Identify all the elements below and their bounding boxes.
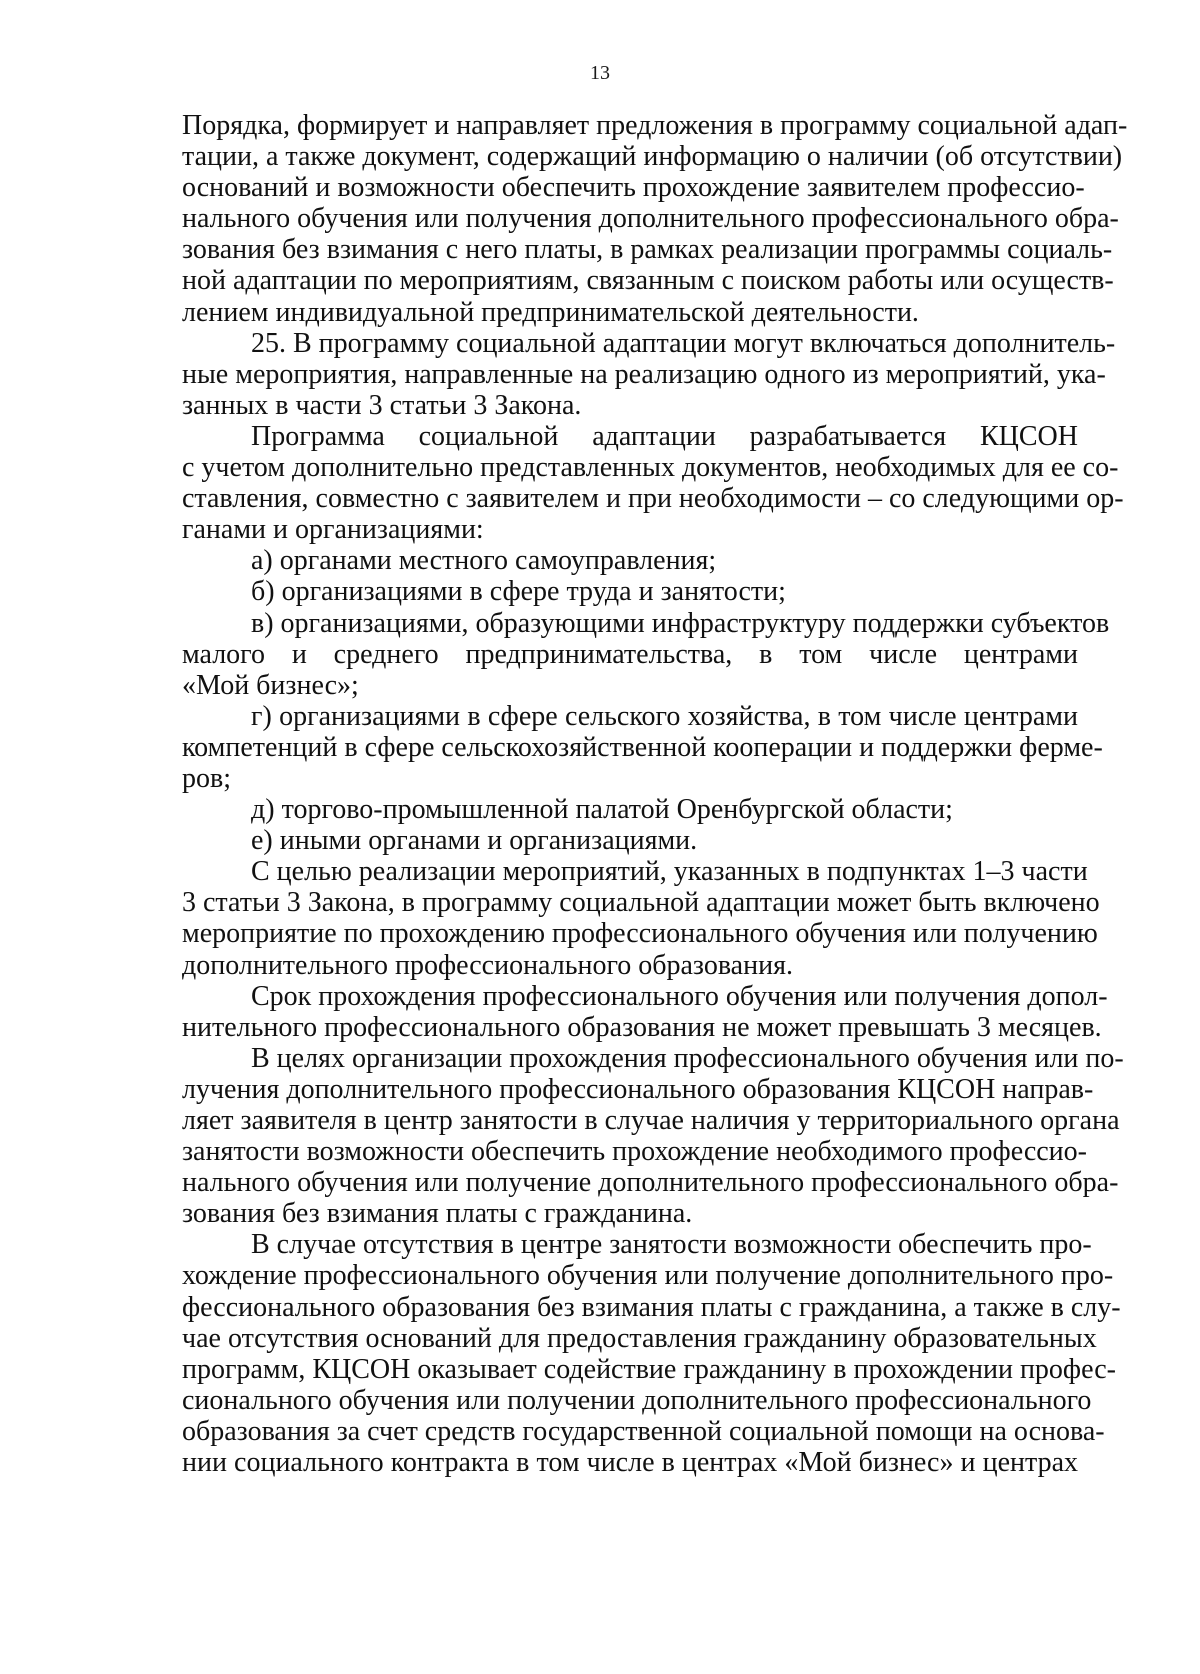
text-line: в) организациями, образующими инфраструктуру поддержки субъектов [251,607,1110,639]
text-line: нительного профессионального образования не может превышать 3 месяцев. [182,1011,1102,1043]
text-line: нии социального контракта в том числе в центрах «Мой бизнес» и центрах [182,1447,1078,1479]
text-line: ляет заявителя в центр занятости в случае наличия у территориального органа [182,1105,1120,1136]
text-line: с учетом дополнительно представленных документов, необходимых для ее со- [182,452,1119,484]
text-line: В целях организации прохождения профессионального обучения или по- [251,1042,1124,1074]
text-line: дополнительного профессионального образования. [182,949,793,981]
text-line: нального обучения или получения дополнительного профессионального обра- [182,203,1119,235]
body-text [182,110,1128,1479]
text-line: сионального обучения или получении дополнительного профессионального [182,1384,1092,1416]
text-line: д) торгово-промышленной палатой Оренбургской области; [251,794,953,826]
text-line: зования без взимания с него платы, в рамках реализации программы социаль- [182,234,1113,266]
text-line: образования за счет средств государственной социальной помощи на основа- [182,1415,1105,1447]
text-line: е) иными органами и организациями. [251,825,698,857]
text-line: компетенций в сфере сельскохозяйственной кооперации и поддержки ферме- [182,731,1103,763]
text-line: нального обучения или получение дополнительного профессионального обра- [182,1167,1119,1199]
text-line: программ, КЦСОН оказывает содействие гражданину в прохождении профес- [182,1353,1116,1385]
page-number: 13 [590,62,610,84]
text-line: мероприятие по прохождению профессионального обучения или получению [182,918,1098,950]
text-line: Порядка, формирует и направляет предложения в программу социальной адап- [182,110,1128,141]
text-line: ров; [182,762,231,794]
text-line: лением индивидуальной предпринимательской деятельности. [182,296,919,328]
text-line: а) органами местного самоуправления; [251,545,717,577]
text-line: ганами и организациями: [182,514,484,546]
text-line: С целью реализации мероприятий, указанных в подпунктах 1–3 части [251,856,1088,888]
text-line: занятости возможности обеспечить прохождение необходимого профессио- [182,1136,1087,1168]
text-line: г) организациями в сфере сельского хозяйства, в том числе центрами [251,700,1078,732]
text-line: ной адаптации по мероприятиям, связанным с поиском работы или осуществ- [182,265,1114,297]
text-line: ставления, совместно с заявителем и при необходимости – со следующими ор- [182,483,1124,515]
text-line: зования без взимания платы с гражданина. [182,1198,693,1230]
text-line: б) организациями в сфере труда и занятости; [251,576,786,608]
text-line: ные мероприятия, направленные на реализацию одного из мероприятий, ука- [182,358,1106,390]
text-line: Программа социальной адаптации разрабатывается КЦСОН [251,420,1078,452]
text-line: Срок прохождения профессионального обучения или получения допол- [251,980,1108,1012]
text-line: малого и среднего предпринимательства, в том числе центрами [182,638,1078,670]
text-line: оснований и возможности обеспечить прохождение заявителем профессио- [182,172,1085,204]
text-line: фессионального образования без взимания платы с гражданина, а также в слу- [182,1291,1121,1323]
text-line: тации, а также документ, содержащий информацию о наличии (об отсутствии) [182,141,1123,173]
text-line: «Мой бизнес»; [182,669,359,701]
text-line: лучения дополнительного профессионального образования КЦСОН направ- [182,1073,1094,1105]
text-line: 25. В программу социальной адаптации могут включаться дополнитель- [251,327,1116,359]
text-line: чае отсутствия оснований для предоставления гражданину образовательных [182,1322,1097,1354]
text-line: 3 статьи 3 Закона, в программу социальной адаптации может быть включено [182,887,1100,919]
text-line: В случае отсутствия в центре занятости возможности обеспечить про- [251,1229,1092,1261]
text-line: занных в части 3 статьи 3 Закона. [182,389,582,421]
text-line: хождение профессионального обучения или получение дополнительного про- [182,1260,1114,1292]
